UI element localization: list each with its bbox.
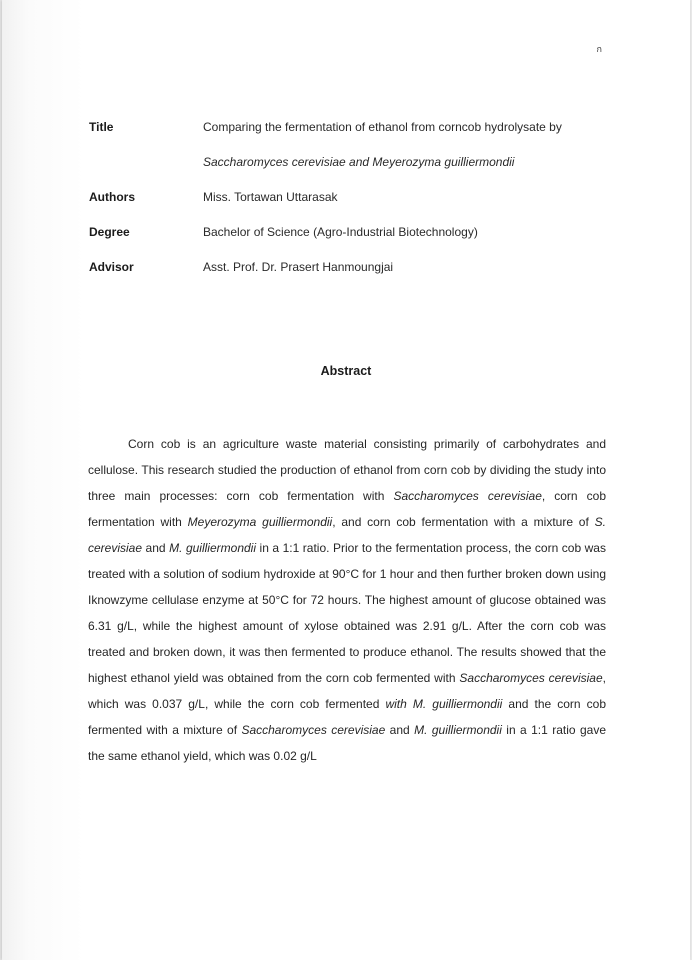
degree-value: Bachelor of Science (Agro-Industrial Biotechnology)	[203, 225, 478, 239]
degree-label: Degree	[89, 225, 130, 239]
document-page	[2, 0, 690, 960]
abstract-body	[88, 431, 606, 769]
authors-label: Authors	[89, 190, 135, 204]
species-name: with M. guilliermondii	[385, 697, 503, 711]
species-name: M. guilliermondii	[169, 541, 256, 555]
title-value	[203, 118, 623, 171]
species-name: Saccharomyces cerevisiae	[459, 671, 603, 685]
abstract-text: , corn cob fermentation with	[88, 489, 606, 529]
species-name: Saccharomyces cerevisiae	[241, 723, 386, 737]
abstract-text: in a 1:1 ratio. Prior to the fermentation process, the corn cob was treated with a solution of sodium hydroxide at 90°C for 1 hour and then further broken down using Iknowzyme cellulase enzyme at 50°C for 72 hours. The highest amount of glucose obtained was 6.31 g/L, while the highest amount of xylose obtained was 2.91 g/L. After the corn cob was treated and broken down, it was then fermented to produce ethanol. The results showed that the highest ethanol yield was obtained from the corn cob fermented with	[88, 541, 606, 685]
abstract-text: and the corn cob fermented with a mixture of	[88, 697, 607, 737]
species-name: S. cerevisiae	[88, 515, 606, 555]
species-name: Saccharomyces cerevisiae	[393, 489, 542, 503]
title-line-1: Comparing the fermentation of ethanol from corncob hydrolysate by	[203, 120, 562, 134]
title-line-2: Saccharomyces cerevisiae and Meyerozyma guilliermondii	[203, 155, 515, 169]
abstract-paragraph	[88, 431, 606, 769]
page-number: ก	[596, 44, 602, 54]
advisor-value: Asst. Prof. Dr. Prasert Hanmoungjai	[203, 260, 394, 274]
species-name: M. guilliermondii	[414, 723, 502, 737]
title-label: Title	[89, 120, 114, 134]
abstract-text: Corn cob is an agriculture waste material consisting primarily of carbohydrates and cellulose. This research studied the production of ethanol from corn cob by dividing the study into three main processes: corn cob fermentation with	[88, 437, 606, 503]
abstract-text: , which was 0.037 g/L, while the corn cob fermented	[88, 671, 606, 711]
species-name: Meyerozyma guilliermondii	[187, 515, 333, 529]
advisor-label: Advisor	[89, 260, 134, 274]
abstract-text: , and corn cob fermentation with a mixture of	[332, 515, 595, 529]
abstract-text: in a 1:1 ratio gave the same ethanol yield, which was 0.02 g/L	[88, 723, 607, 763]
authors-value: Miss. Tortawan Uttarasak	[203, 190, 338, 204]
abstract-text: and	[385, 723, 415, 737]
abstract-text: and	[142, 541, 170, 555]
abstract-heading: Abstract	[320, 364, 372, 378]
